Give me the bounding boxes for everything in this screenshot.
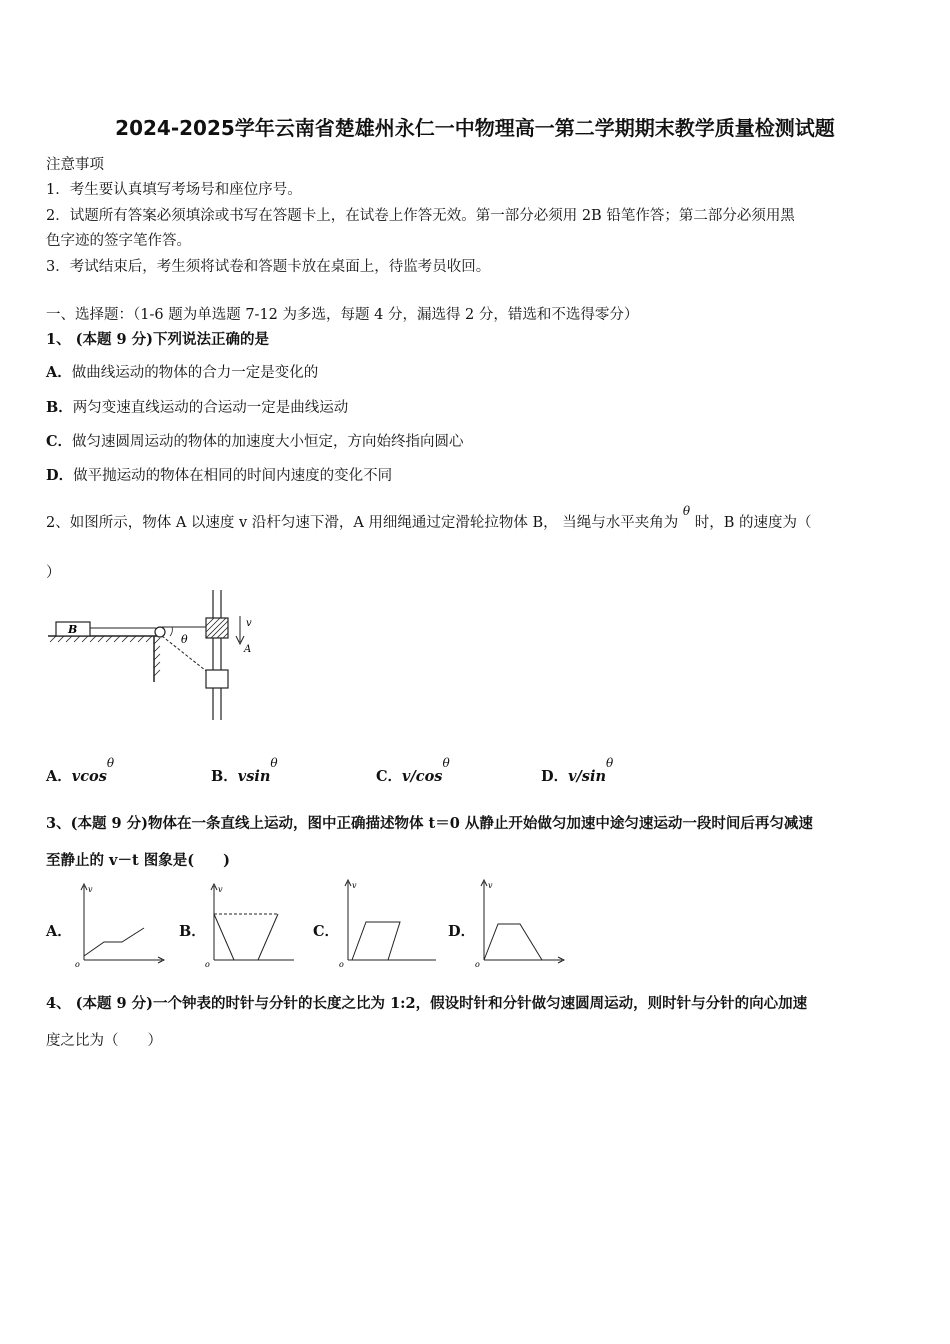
- theta-symbol: θ: [106, 756, 115, 770]
- section-heading: 一、选择题：（1-6 题为单选题 7-12 为多选，每题 4 分，漏选得 2 分，错选和不选得零分）: [46, 307, 639, 323]
- option-label: C．: [376, 768, 403, 785]
- q1-option-a: [46, 361, 318, 382]
- q3-graph-a: [74, 880, 166, 968]
- q3-stem-line2: 至静止的 v－t 图象是( ): [46, 852, 230, 869]
- q4-stem-line1: 4、 (本题 9 分)一个钟表的时针与分针的长度之比为 1:2，假设时针和分针做匀速圆周运动，则时针与分针的向心加速: [46, 995, 808, 1012]
- option-text: 做平抛运动的物体在相同的时间内速度的变化不同: [73, 468, 393, 484]
- q2-option-d: [541, 756, 614, 786]
- q3-option-c-label: C．: [313, 923, 340, 940]
- q2-stem-end: ）: [46, 565, 61, 581]
- notice-heading: 注意事项: [46, 157, 104, 173]
- q2-stem: [46, 504, 812, 532]
- option-label: A．: [46, 768, 72, 785]
- page-title: 2024-2025学年云南省楚雄州永仁一中物理高一第二学期期末教学质量检测试题: [115, 116, 835, 140]
- theta-symbol: θ: [270, 756, 278, 770]
- q3-option-b-label: B．: [179, 923, 206, 940]
- q3-graph-c: [338, 876, 438, 968]
- option-text: 两匀变速直线运动的合运动一定是曲线运动: [72, 400, 349, 416]
- angle-label: θ: [181, 633, 188, 646]
- block-b-label: B: [68, 623, 78, 636]
- q3-graph-d: [474, 876, 566, 968]
- option-text: 做匀速圆周运动的物体的加速度大小恒定，方向始终指向圆心: [72, 434, 464, 450]
- option-text: v/cos: [402, 768, 443, 785]
- option-label: B．: [211, 768, 238, 785]
- option-label: C．: [46, 433, 73, 450]
- option-text: vsin: [237, 768, 271, 785]
- axis-v: v: [218, 885, 223, 894]
- q1-option-c: [46, 430, 464, 451]
- q3-graph-b: [204, 880, 296, 968]
- q2-stem-part1: 2、如图所示，物体 A 以速度 v 沿杆匀速下滑，A 用细绳通过定滑轮拉物体 B， 当绳与水平夹角为: [46, 515, 679, 531]
- pulley-figure: [44, 586, 264, 726]
- axis-o: o: [205, 960, 210, 968]
- option-label: D．: [46, 467, 74, 484]
- q2-option-a: [46, 756, 115, 786]
- pulley: [155, 627, 165, 637]
- notice-item: 3．考试结束后，考生须将试卷和答题卡放在桌面上，待监考员收回。: [46, 259, 491, 275]
- notice-item: 2．试题所有答案必须填涂或书写在答题卡上，在试卷上作答无效。第一部分必须用 2B 铅笔作答；第二部分必须用黑: [46, 208, 795, 224]
- q3-option-d-label: D．: [448, 923, 476, 940]
- q2-option-c: [376, 756, 450, 786]
- q3-stem-line1: 3、(本题 9 分)物体在一条直线上运动，图中正确描述物体 t＝0 从静止开始做匀加速中途匀速运动一段时间后再匀减速: [46, 815, 813, 832]
- option-label: B．: [46, 399, 73, 416]
- a-label: A: [244, 644, 252, 655]
- axis-v: v: [88, 885, 93, 894]
- theta-symbol: θ: [442, 756, 450, 770]
- q1-option-b: [46, 396, 348, 417]
- q2-option-b: [211, 756, 278, 786]
- axis-v: v: [352, 881, 357, 890]
- velocity-label: v: [246, 618, 252, 629]
- notice-item: 色字迹的签字笔作答。: [46, 233, 191, 249]
- q3-option-a-label: A．: [46, 923, 72, 940]
- option-label: D．: [541, 768, 569, 785]
- axis-o: o: [475, 960, 480, 968]
- option-text: v/sin: [568, 768, 607, 785]
- notice-item: 1．考生要认真填写考场号和座位序号。: [46, 182, 302, 198]
- theta-symbol: θ: [606, 756, 614, 770]
- axis-o: o: [339, 960, 344, 968]
- q4-stem-line2: 度之比为（ ）: [46, 1033, 162, 1049]
- q1-stem: 1、 (本题 9 分)下列说法正确的是: [46, 331, 270, 348]
- theta-symbol: θ: [682, 504, 691, 518]
- option-text: 做曲线运动的物体的合力一定是变化的: [71, 365, 319, 381]
- q2-stem-part2: 时，B 的速度为（: [694, 515, 812, 531]
- axis-o: o: [75, 960, 80, 968]
- q1-option-d: [46, 464, 392, 485]
- option-label: A．: [46, 364, 72, 381]
- axis-v: v: [488, 881, 493, 890]
- option-text: vcos: [71, 768, 107, 785]
